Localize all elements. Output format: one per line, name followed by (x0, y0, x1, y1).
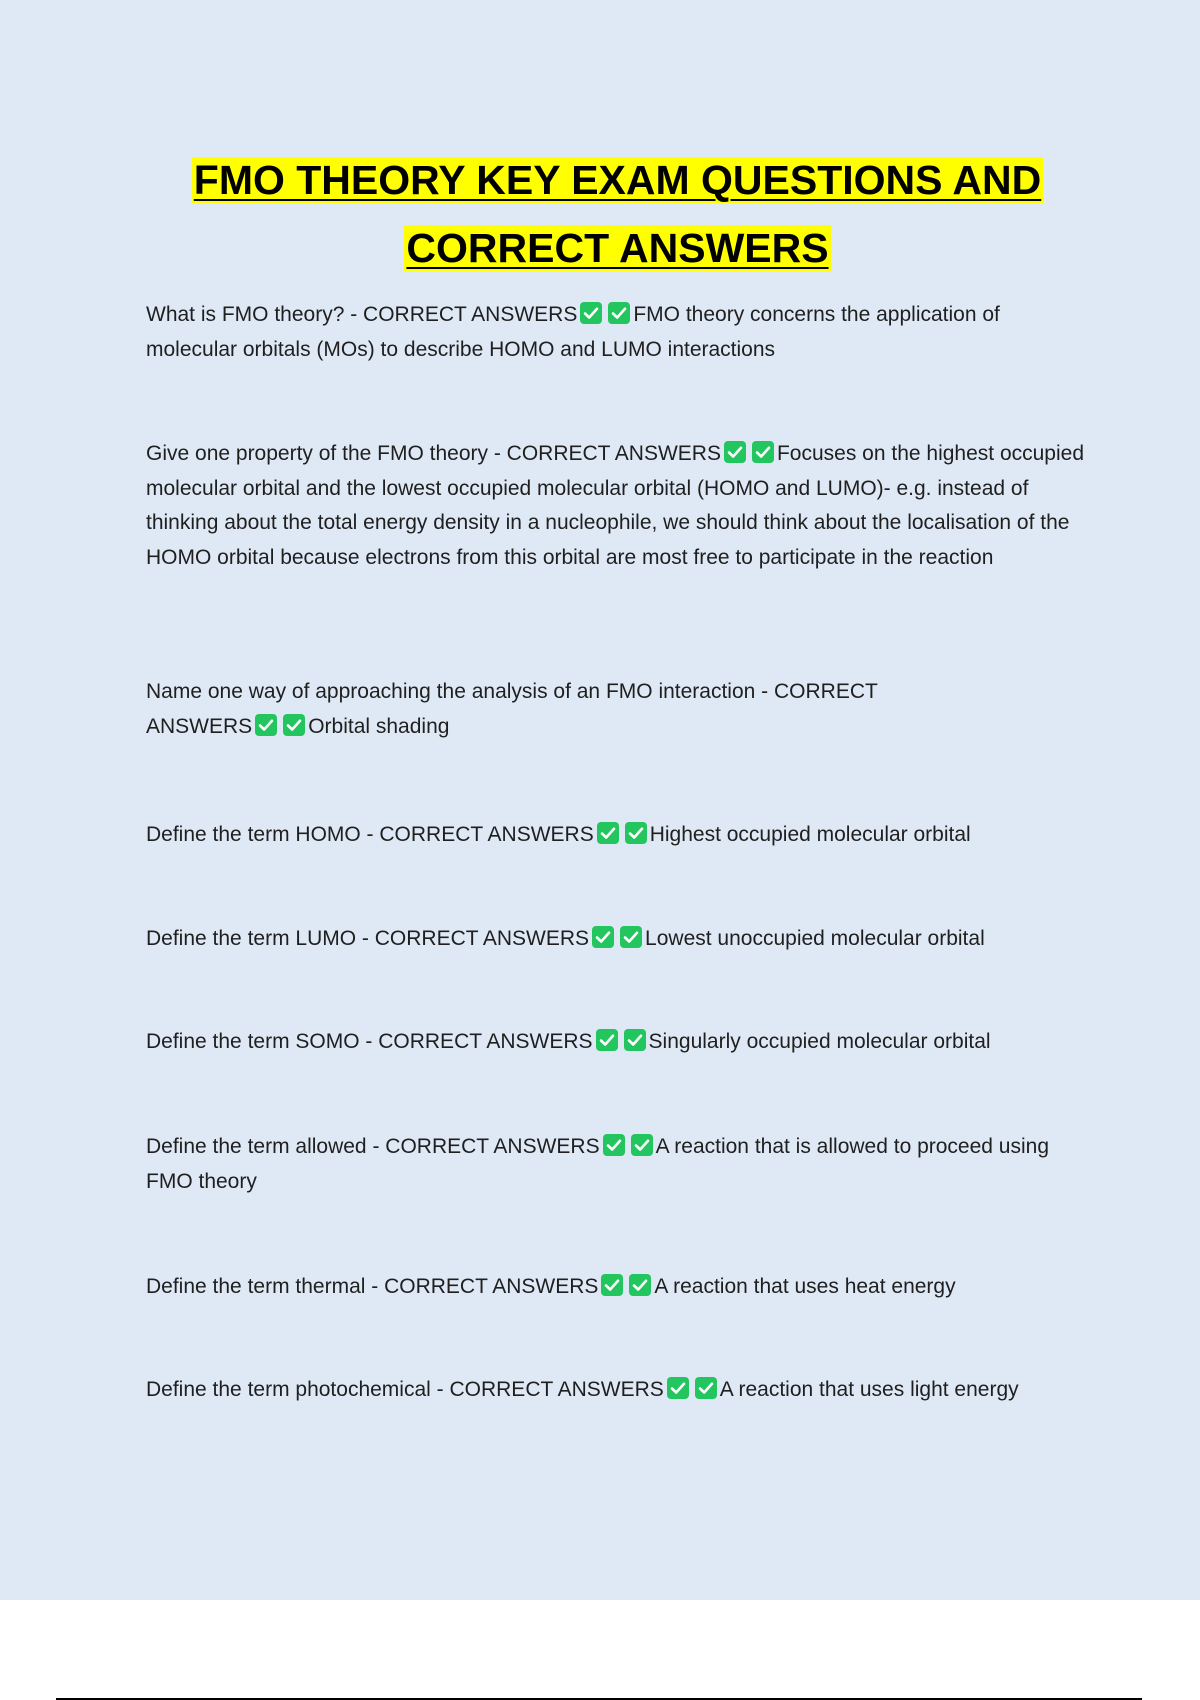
check-mark-icon (592, 926, 614, 948)
answer-text: FMO theory concerns the application of molecular orbitals (MOs) to describe HOMO and LUMO interactions (146, 303, 1000, 361)
check-mark-icon (597, 822, 619, 844)
page-title (120, 146, 1115, 282)
answer-text: A reaction that uses heat energy (654, 1275, 956, 1298)
qa-item-6 (146, 1025, 1096, 1060)
qa-item-3 (146, 675, 906, 744)
title-line-1: FMO THEORY KEY EXAM QUESTIONS AND (193, 157, 1042, 203)
question-text: Define the term photochemical - CORRECT ANSWERS (146, 1378, 664, 1401)
check-mark-icon (695, 1377, 717, 1399)
question-text: Define the term HOMO - CORRECT ANSWERS (146, 823, 594, 846)
answer-text: Lowest unoccupied molecular orbital (645, 927, 985, 950)
qa-item-9 (146, 1373, 1096, 1408)
answer-text: A reaction that uses light energy (719, 1378, 1019, 1401)
title-line-2: CORRECT ANSWERS (406, 225, 829, 271)
check-mark-icon (620, 926, 642, 948)
answer-text: A reaction that is allowed to proceed using FMO theory (146, 1135, 1050, 1193)
qa-item-4 (146, 818, 1096, 853)
check-mark-icon (629, 1274, 651, 1296)
check-mark-icon (667, 1377, 689, 1399)
question-text: Define the term allowed - CORRECT ANSWERS (146, 1135, 600, 1158)
qa-item-5 (146, 922, 1096, 957)
check-mark-icon (608, 302, 630, 324)
question-text: Define the term SOMO - CORRECT ANSWERS (146, 1030, 593, 1053)
qa-item-2 (146, 437, 1096, 575)
question-text: Define the term thermal - CORRECT ANSWERS (146, 1275, 599, 1298)
question-text: What is FMO theory? - CORRECT ANSWERS (146, 303, 578, 326)
answer-text: Focuses on the highest occupied molecular orbital and the lowest occupied molecular orbital (HOMO and LUMO)- e.g. instead of thinking about the total energy density in a nucleophile, we should think about the localisation of the HOMO orbital because electrons from this orbital are most free to participate in the reaction (146, 442, 1085, 569)
check-mark-icon (255, 714, 277, 736)
check-mark-icon (603, 1134, 625, 1156)
check-mark-icon (724, 441, 746, 463)
answer-text: Highest occupied molecular orbital (649, 823, 971, 846)
question-text: Define the term LUMO - CORRECT ANSWERS (146, 927, 590, 950)
check-mark-icon (625, 822, 647, 844)
answer-text: Orbital shading (308, 714, 450, 738)
question-text: Name one way of approaching the analysis of an FMO interaction - CORRECT ANSWERS (146, 680, 878, 738)
question-text: Give one property of the FMO theory - CORRECT ANSWERS (146, 442, 721, 465)
check-mark-icon (631, 1134, 653, 1156)
check-mark-icon (580, 302, 602, 324)
answer-text: Singularly occupied molecular orbital (648, 1030, 991, 1053)
qa-item-7 (146, 1130, 1096, 1199)
check-mark-icon (624, 1029, 646, 1051)
check-mark-icon (596, 1029, 618, 1051)
check-mark-icon (752, 441, 774, 463)
check-mark-icon (601, 1274, 623, 1296)
check-mark-icon (283, 714, 305, 736)
qa-item-1 (146, 298, 1096, 367)
qa-item-8 (146, 1270, 1096, 1305)
